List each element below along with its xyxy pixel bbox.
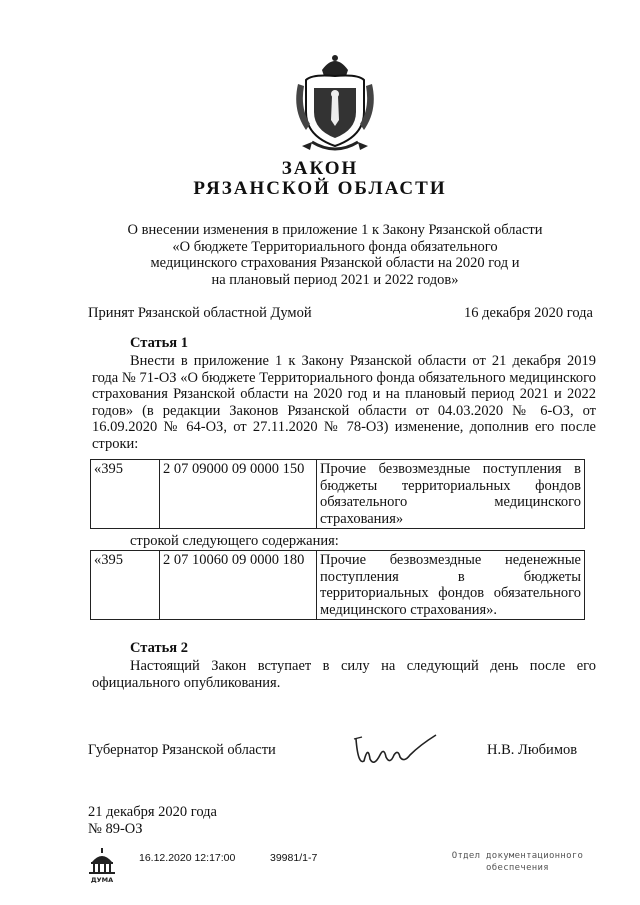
article-1-title: Статья 1 [130, 335, 188, 351]
article-1-text: Внести в приложение 1 к Закону Рязанской области от 21 декабря 2019 года № 71-ОЗ «О бюджете Территориального фонда обязательного медицинского страхования Рязанской области на 2020 год и на плановый период 2021 и 2022 годов» (в редакции Законов Рязанской области от 04.03.2020 № 6-ОЗ, от 16.09.2020 № 64-ОЗ, от 27.11.2020 № 78-ОЗ) изменение, дополнив его после строки: [92, 353, 596, 452]
governor-name: Н.В. Любимов [487, 742, 578, 758]
law-title: ЗАКОН [281, 158, 359, 179]
department-stamp-line: Отдел документационного [451, 851, 584, 861]
law-subject [120, 222, 550, 288]
coat-of-arms-emblem [292, 50, 378, 160]
law-signing-info [88, 804, 217, 837]
connector-text: строкой следующего содержания: [130, 533, 339, 549]
budget-table-existing-row [90, 459, 585, 529]
article-2-title: Статья 2 [130, 640, 188, 656]
department-stamp-line: обеспечения [486, 863, 549, 873]
duma-logo-icon [86, 848, 118, 884]
adoption-body: Принят Рязанской областной Думой [88, 305, 312, 321]
table-row [91, 460, 585, 529]
subject-line: О внесении изменения в приложение 1 к Закону Рязанской области [127, 222, 543, 238]
law-region: РЯЗАНСКОЙ ОБЛАСТИ [193, 178, 447, 199]
law-number: № 89-ОЗ [88, 820, 143, 837]
duma-logo-label: ДУМА [90, 876, 114, 884]
registration-number: 39981/1-7 [270, 852, 318, 864]
governor-position: Губернатор Рязанской области [88, 742, 276, 758]
department-stamp [445, 850, 590, 874]
table-cell-kbk: 2 07 10060 09 0000 180 [160, 551, 317, 620]
article-2-text: Настоящий Закон вступает в силу на следующий день после его официального опубликования. [92, 658, 596, 691]
registration-datetime: 16.12.2020 12:17:00 [139, 852, 236, 864]
handwritten-signature [350, 725, 440, 775]
table-cell-revenue-name: Прочие безвозмездные поступления в бюджеты территориальных фондов обязательного медицинского страхования» [317, 460, 585, 529]
subject-line: «О бюджете Территориального фонда обязательного [172, 238, 498, 255]
table-cell-revenue-name: Прочие безвозмездные неденежные поступления в бюджеты территориальных фондов обязательного медицинского страхования». [317, 551, 585, 620]
table-cell-admin-code: «395 [91, 460, 160, 529]
table-cell-kbk: 2 07 09000 09 0000 150 [160, 460, 317, 529]
table-cell-admin-code: «395 [91, 551, 160, 620]
table-row [91, 551, 585, 620]
subject-line: медицинского страхования Рязанской области на 2020 год и [150, 255, 520, 271]
adoption-date: 16 декабря 2020 года [464, 305, 593, 321]
budget-table-new-row [90, 550, 585, 620]
subject-line: на плановый период 2021 и 2022 годов» [211, 271, 459, 288]
signing-date: 21 декабря 2020 года [88, 804, 217, 820]
